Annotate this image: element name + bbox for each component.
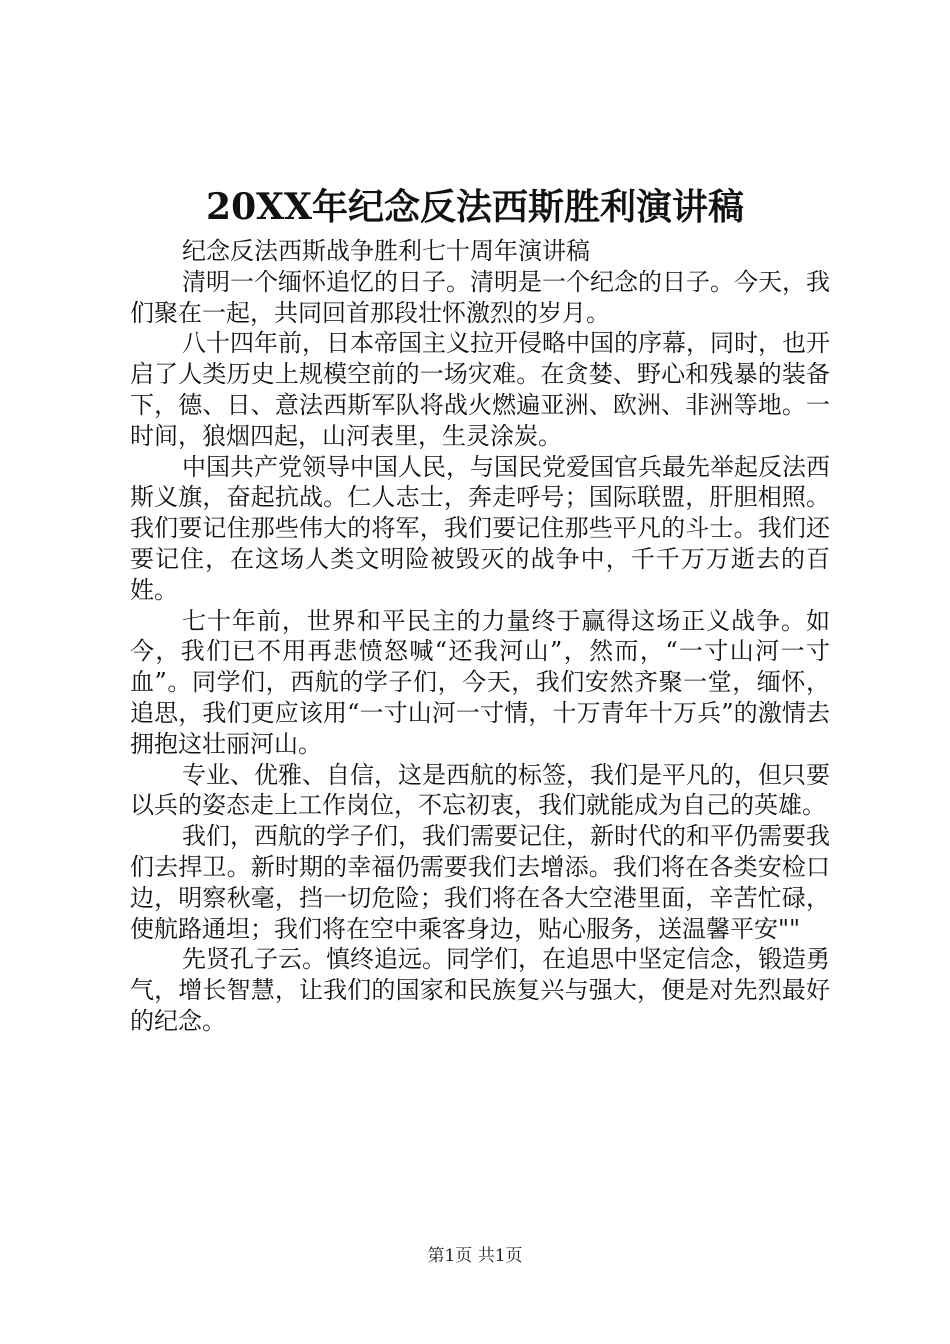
paragraph: 八十四年前，日本帝国主义拉开侵略中国的序幕，同时，也开启了人类历史上规模空前的一场灾难。在贪婪、野心和残暴的装备下，德、日、意法西斯军队将战火燃遍亚洲、欧洲、非洲等地。一时间，狼烟四起，山河表里，生灵涂炭。 <box>130 329 830 450</box>
paragraph: 七十年前，世界和平民主的力量终于赢得这场正义战争。如今，我们已不用再悲愤怒喊“还我河山”，然而，“一寸山河一寸血”。同学们，西航的学子们，今天，我们安然齐聚一堂，缅怀，追思，我们更应该用“一寸山河一寸情，十万青年十万兵”的激情去拥抱这壮丽河山。 <box>130 606 830 758</box>
paragraph: 专业、优雅、自信，这是西航的标签，我们是平凡的，但只要以兵的姿态走上工作岗位，不忘初衷，我们就能成为自己的英雄。 <box>130 760 830 820</box>
paragraph: 先贤孔子云。慎终追远。同学们，在追思中坚定信念，锻造勇气，增长智慧，让我们的国家和民族复兴与强大，便是对先烈最好的纪念。 <box>130 945 830 1035</box>
paragraph: 清明一个缅怀追忆的日子。清明是一个纪念的日子。今天，我们聚在一起，共同回首那段壮怀激烈的岁月。 <box>130 267 830 327</box>
document-body <box>130 236 830 1037</box>
paragraph: 我们，西航的学子们，我们需要记住，新时代的和平仍需要我们去捍卫。新时期的幸福仍需要我们去增添。我们将在各类安检口边，明察秋毫，挡一切危险；我们将在各大空港里面，辛苦忙碌，使航路通坦；我们将在空中乘客身边，贴心服务，送温馨平安"" <box>130 822 830 943</box>
document-title: 20XX年纪念反法西斯胜利演讲稿 <box>206 186 744 228</box>
paragraph-subtitle: 纪念反法西斯战争胜利七十周年演讲稿 <box>182 237 590 265</box>
paragraph: 中国共产党领导中国人民，与国民党爱国官兵最先举起反法西斯义旗，奋起抗战。仁人志士，奔走呼号；国际联盟，肝胆相照。我们要记住那些伟大的将军，我们要记住那些平凡的斗士。我们还要记住，在这场人类文明险被毁灭的战争中，千千万万逝去的百姓。 <box>130 452 830 604</box>
page-footer: 第1页 共1页 <box>427 1246 523 1266</box>
